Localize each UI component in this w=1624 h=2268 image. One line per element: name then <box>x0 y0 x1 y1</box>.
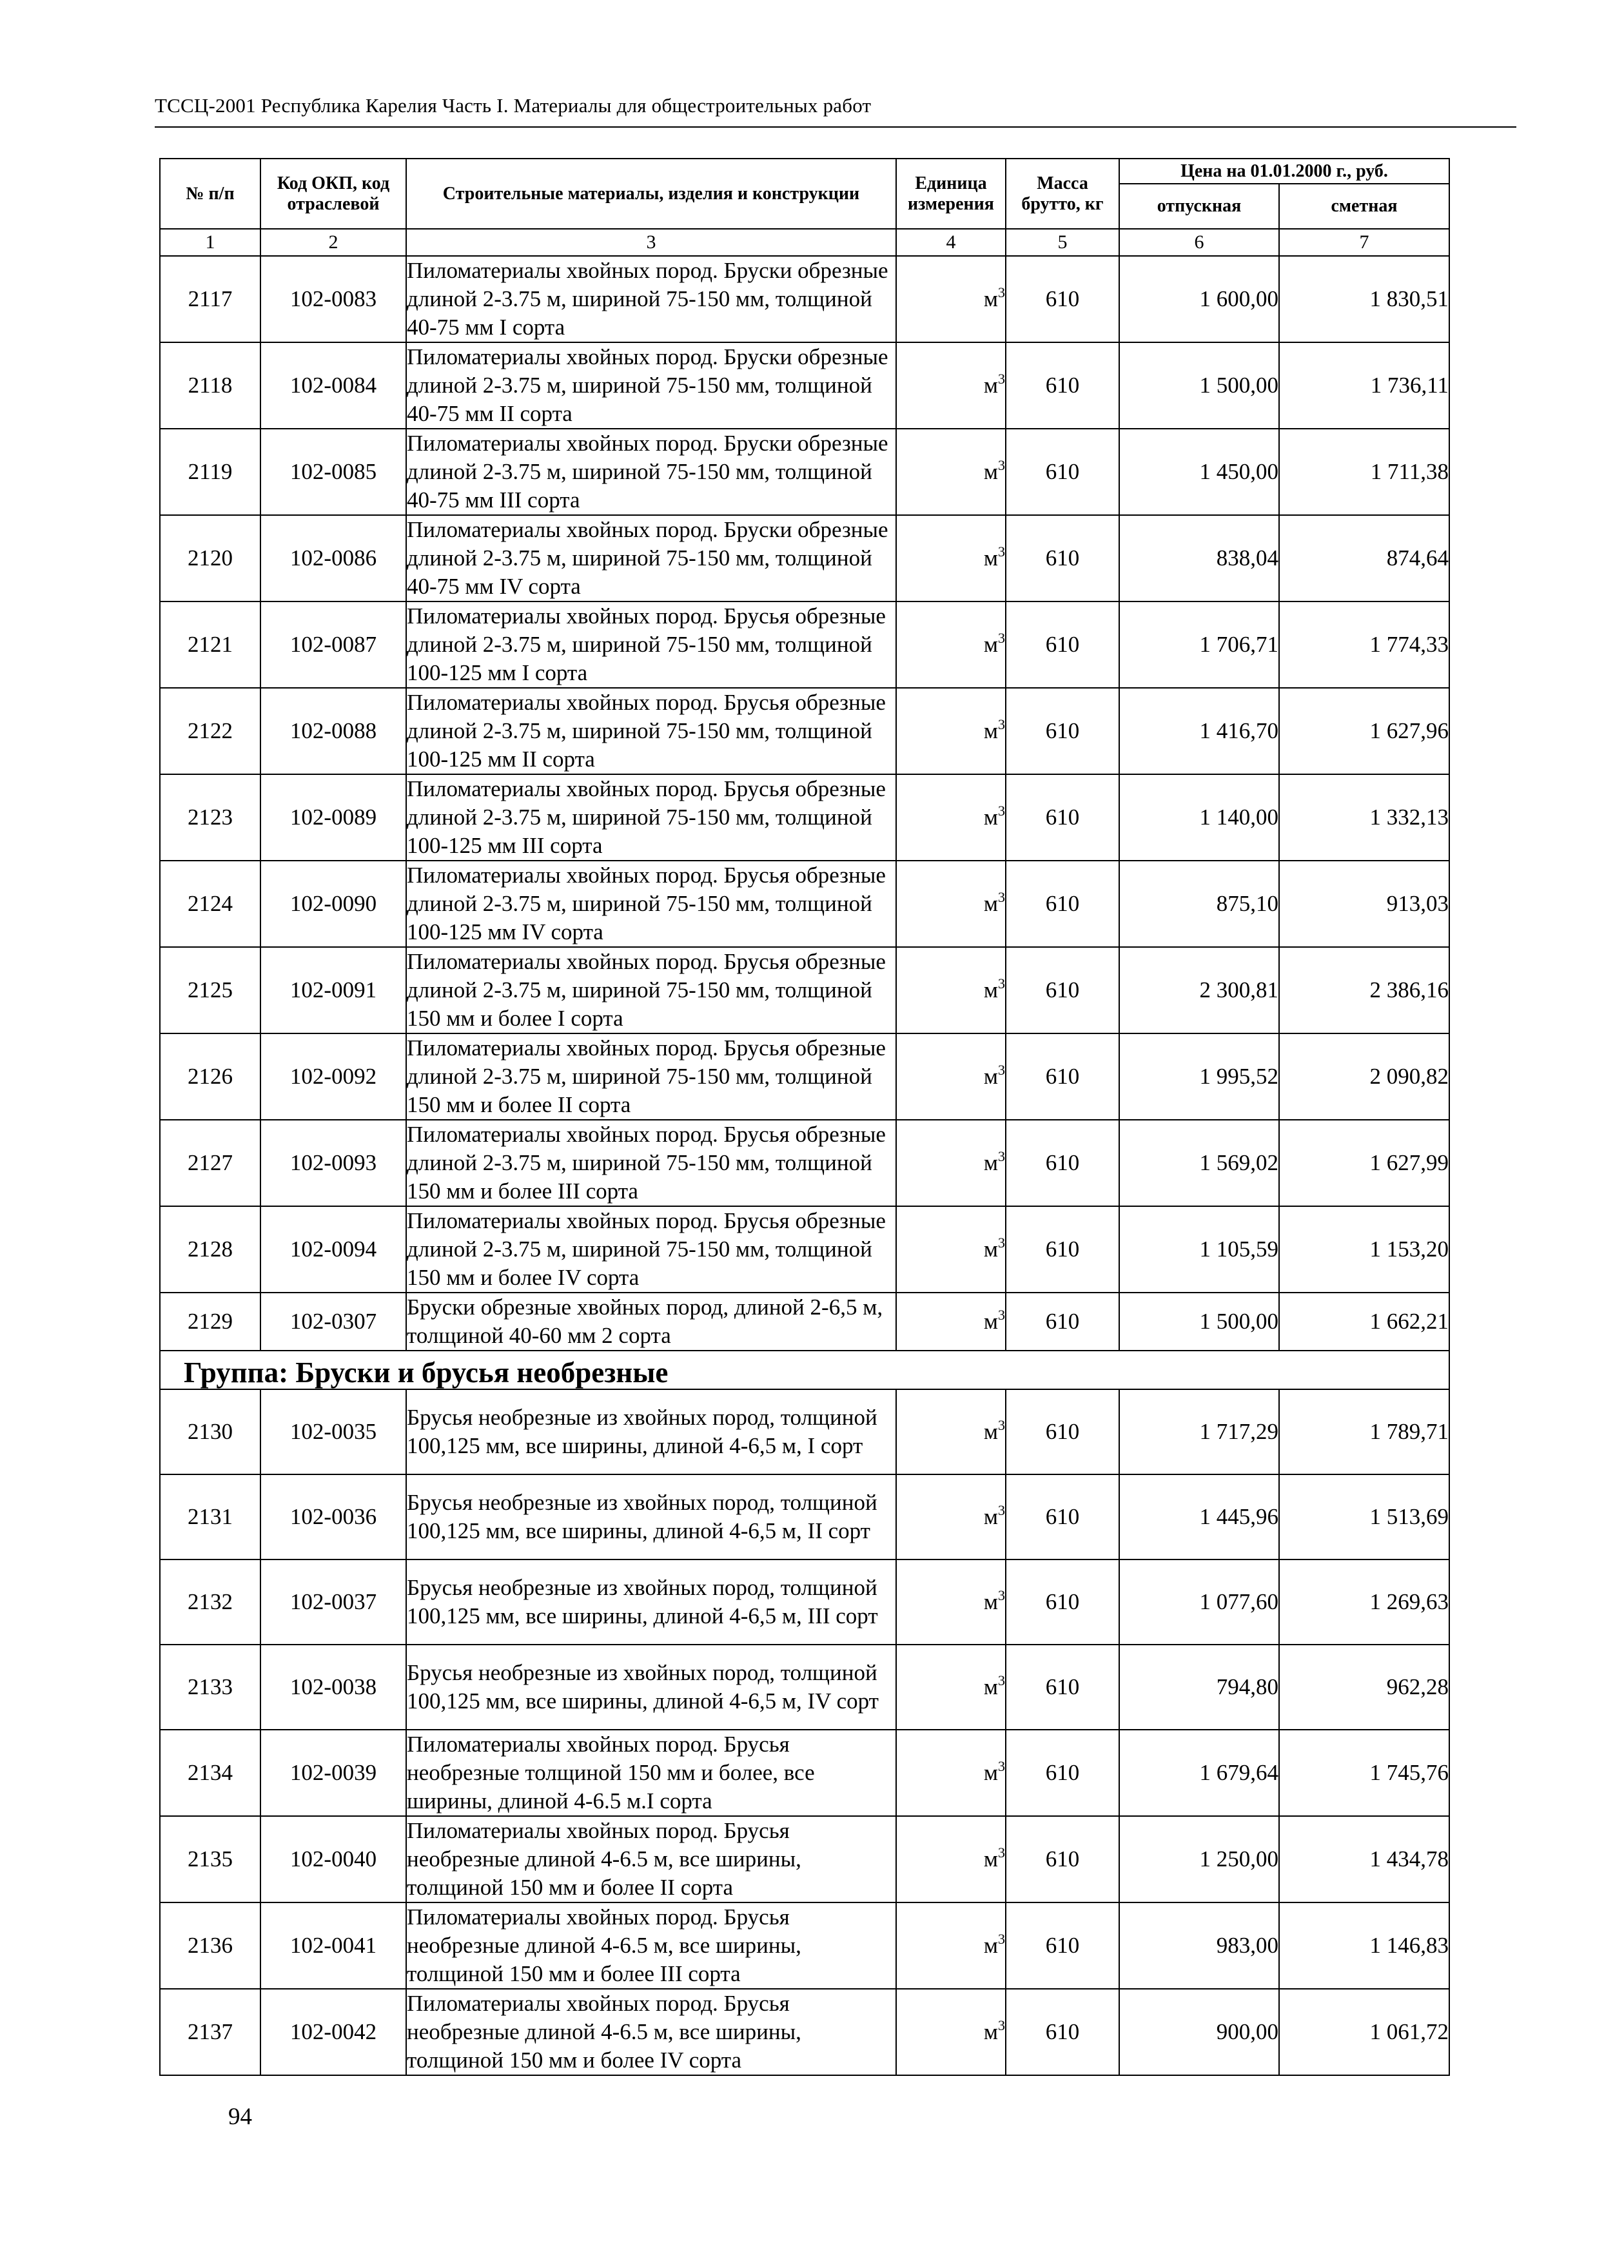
material-description: Брусья необрезные из хвойных пород, толщиной 100,125 мм, все ширины, длиной 4-6,5 м, I сорт <box>406 1389 896 1474</box>
gross-mass: 610 <box>1006 429 1119 515</box>
unit-power: 3 <box>998 1502 1005 1518</box>
unit-of-measure <box>896 688 1006 774</box>
unit-of-measure <box>896 601 1006 688</box>
table-row <box>160 429 1449 515</box>
estimate-price: 2 090,82 <box>1279 1033 1449 1120</box>
okp-code: 102-0094 <box>260 1206 406 1293</box>
okp-code: 102-0307 <box>260 1293 406 1351</box>
gross-mass: 610 <box>1006 688 1119 774</box>
okp-code: 102-0083 <box>260 256 406 342</box>
unit-power: 3 <box>998 2017 1005 2033</box>
estimate-price: 1 745,76 <box>1279 1730 1449 1816</box>
release-price: 1 600,00 <box>1119 256 1279 342</box>
column-number: 5 <box>1006 229 1119 256</box>
table-row <box>160 256 1449 342</box>
group-title: Группа: Бруски и брусья необрезные <box>160 1351 1449 1389</box>
material-description: Пиломатериалы хвойных пород. Брусья необрезные толщиной 150 мм и более, все ширины, длиной 4-6.5 м.I сорта <box>406 1730 896 1816</box>
unit-of-measure <box>896 342 1006 429</box>
table-row <box>160 1120 1449 1206</box>
row-number: 2135 <box>160 1816 260 1902</box>
header-price-estimate: сметная <box>1279 184 1449 229</box>
estimate-price: 1 146,83 <box>1279 1902 1449 1989</box>
gross-mass: 610 <box>1006 1559 1119 1645</box>
unit-base: м <box>983 459 998 484</box>
okp-code: 102-0037 <box>260 1559 406 1645</box>
okp-code: 102-0084 <box>260 342 406 429</box>
unit-base: м <box>983 718 998 743</box>
gross-mass: 610 <box>1006 342 1119 429</box>
column-number: 4 <box>896 229 1006 256</box>
material-description: Пиломатериалы хвойных пород. Брусья необрезные длиной 4-6.5 м, все ширины, толщиной 150 мм и более III сорта <box>406 1902 896 1989</box>
row-number: 2128 <box>160 1206 260 1293</box>
column-number: 2 <box>260 229 406 256</box>
unit-base: м <box>983 1674 998 1699</box>
material-description: Пиломатериалы хвойных пород. Брусья необрезные длиной 4-6.5 м, все ширины, толщиной 150 мм и более II сорта <box>406 1816 896 1902</box>
table-row <box>160 1559 1449 1645</box>
estimate-price: 1 830,51 <box>1279 256 1449 342</box>
gross-mass: 610 <box>1006 256 1119 342</box>
unit-of-measure <box>896 1730 1006 1816</box>
table-row <box>160 1989 1449 2075</box>
unit-of-measure <box>896 429 1006 515</box>
unit-of-measure <box>896 1033 1006 1120</box>
material-description: Брусья необрезные из хвойных пород, толщиной 100,125 мм, все ширины, длиной 4-6,5 м, IV сорт <box>406 1645 896 1730</box>
unit-power: 3 <box>998 457 1005 473</box>
estimate-price: 1 627,99 <box>1279 1120 1449 1206</box>
material-description: Пиломатериалы хвойных пород. Брусья обрезные длиной 2-3.75 м, шириной 75-150 мм, толщиной 100-125 мм I сорта <box>406 601 896 688</box>
okp-code: 102-0090 <box>260 861 406 947</box>
unit-base: м <box>983 977 998 1002</box>
table-row <box>160 1474 1449 1559</box>
material-description: Пиломатериалы хвойных пород. Брусья обрезные длиной 2-3.75 м, шириной 75-150 мм, толщиной 150 мм и более I сорта <box>406 947 896 1033</box>
estimate-price: 1 789,71 <box>1279 1389 1449 1474</box>
unit-power: 3 <box>998 1062 1005 1078</box>
unit-power: 3 <box>998 1672 1005 1688</box>
unit-of-measure <box>896 1902 1006 1989</box>
row-number: 2137 <box>160 1989 260 2075</box>
table-row <box>160 1389 1449 1474</box>
row-number: 2123 <box>160 774 260 861</box>
table-row <box>160 947 1449 1033</box>
okp-code: 102-0089 <box>260 774 406 861</box>
unit-of-measure <box>896 515 1006 601</box>
table-row <box>160 1816 1449 1902</box>
unit-power: 3 <box>998 1844 1005 1861</box>
column-numbers-row <box>160 229 1449 256</box>
row-number: 2133 <box>160 1645 260 1730</box>
row-number: 2122 <box>160 688 260 774</box>
okp-code: 102-0092 <box>260 1033 406 1120</box>
unit-power: 3 <box>998 803 1005 819</box>
material-description: Пиломатериалы хвойных пород. Бруски обрезные длиной 2-3.75 м, шириной 75-150 мм, толщиной 40-75 мм III сорта <box>406 429 896 515</box>
unit-power: 3 <box>998 1931 1005 1947</box>
unit-power: 3 <box>998 1417 1005 1433</box>
release-price: 900,00 <box>1119 1989 1279 2075</box>
material-description: Пиломатериалы хвойных пород. Брусья обрезные длиной 2-3.75 м, шириной 75-150 мм, толщиной 100-125 мм III сорта <box>406 774 896 861</box>
material-description: Брусья необрезные из хвойных пород, толщиной 100,125 мм, все ширины, длиной 4-6,5 м, II сорт <box>406 1474 896 1559</box>
release-price: 1 706,71 <box>1119 601 1279 688</box>
release-price: 1 717,29 <box>1119 1389 1279 1474</box>
gross-mass: 610 <box>1006 515 1119 601</box>
estimate-price: 1 774,33 <box>1279 601 1449 688</box>
release-price: 1 500,00 <box>1119 1293 1279 1351</box>
unit-base: м <box>983 1933 998 1958</box>
material-description: Пиломатериалы хвойных пород. Брусья необрезные длиной 4-6.5 м, все ширины, толщиной 150 мм и более IV сорта <box>406 1989 896 2075</box>
column-number: 7 <box>1279 229 1449 256</box>
unit-of-measure <box>896 256 1006 342</box>
release-price: 794,80 <box>1119 1645 1279 1730</box>
unit-base: м <box>983 1760 998 1785</box>
okp-code: 102-0042 <box>260 1989 406 2075</box>
unit-base: м <box>983 1846 998 1872</box>
material-description: Пиломатериалы хвойных пород. Бруски обрезные длиной 2-3.75 м, шириной 75-150 мм, толщиной 40-75 мм IV сорта <box>406 515 896 601</box>
estimate-price: 1 269,63 <box>1279 1559 1449 1645</box>
material-description: Пиломатериалы хвойных пород. Бруски обрезные длиной 2-3.75 м, шириной 75-150 мм, толщиной 40-75 мм II сорта <box>406 342 896 429</box>
materials-table <box>159 158 1450 2076</box>
unit-base: м <box>983 1150 998 1175</box>
unit-base: м <box>983 805 998 830</box>
header-price-release: отпускная <box>1119 184 1279 229</box>
estimate-price: 913,03 <box>1279 861 1449 947</box>
gross-mass: 610 <box>1006 1989 1119 2075</box>
unit-power: 3 <box>998 543 1005 560</box>
header-price-group: Цена на 01.01.2000 г., руб. <box>1119 159 1449 184</box>
release-price: 1 445,96 <box>1119 1474 1279 1559</box>
row-number: 2118 <box>160 342 260 429</box>
okp-code: 102-0086 <box>260 515 406 601</box>
gross-mass: 610 <box>1006 1293 1119 1351</box>
row-number: 2125 <box>160 947 260 1033</box>
row-number: 2134 <box>160 1730 260 1816</box>
gross-mass: 610 <box>1006 1033 1119 1120</box>
unit-of-measure <box>896 947 1006 1033</box>
unit-base: м <box>983 1504 998 1529</box>
estimate-price: 1 711,38 <box>1279 429 1449 515</box>
okp-code: 102-0088 <box>260 688 406 774</box>
release-price: 1 679,64 <box>1119 1730 1279 1816</box>
running-header: ТССЦ-2001 Республика Карелия Часть I. Материалы для общестроительных работ <box>155 94 872 117</box>
gross-mass: 610 <box>1006 947 1119 1033</box>
unit-power: 3 <box>998 630 1005 646</box>
okp-code: 102-0093 <box>260 1120 406 1206</box>
header-mass: Масса брутто, кг <box>1006 159 1119 229</box>
release-price: 1 450,00 <box>1119 429 1279 515</box>
unit-power: 3 <box>998 975 1005 992</box>
unit-power: 3 <box>998 1758 1005 1774</box>
row-number: 2120 <box>160 515 260 601</box>
table-row <box>160 342 1449 429</box>
unit-of-measure <box>896 1474 1006 1559</box>
table-row <box>160 861 1449 947</box>
row-number: 2136 <box>160 1902 260 1989</box>
release-price: 1 250,00 <box>1119 1816 1279 1902</box>
gross-mass: 610 <box>1006 774 1119 861</box>
gross-mass: 610 <box>1006 1474 1119 1559</box>
okp-code: 102-0087 <box>260 601 406 688</box>
header-rule <box>155 126 1516 128</box>
unit-power: 3 <box>998 1235 1005 1251</box>
release-price: 1 105,59 <box>1119 1206 1279 1293</box>
row-number: 2126 <box>160 1033 260 1120</box>
group-heading-row <box>160 1351 1449 1389</box>
table-row <box>160 1206 1449 1293</box>
unit-power: 3 <box>998 1587 1005 1603</box>
unit-base: м <box>983 1589 998 1614</box>
estimate-price: 2 386,16 <box>1279 947 1449 1033</box>
okp-code: 102-0091 <box>260 947 406 1033</box>
okp-code: 102-0036 <box>260 1474 406 1559</box>
estimate-price: 1 662,21 <box>1279 1293 1449 1351</box>
release-price: 1 569,02 <box>1119 1120 1279 1206</box>
gross-mass: 610 <box>1006 1389 1119 1474</box>
table-row <box>160 1730 1449 1816</box>
material-description: Пиломатериалы хвойных пород. Брусья обрезные длиной 2-3.75 м, шириной 75-150 мм, толщиной 100-125 мм IV сорта <box>406 861 896 947</box>
column-number: 6 <box>1119 229 1279 256</box>
row-number: 2132 <box>160 1559 260 1645</box>
unit-power: 3 <box>998 716 1005 732</box>
gross-mass: 610 <box>1006 1120 1119 1206</box>
column-number: 1 <box>160 229 260 256</box>
unit-of-measure <box>896 1559 1006 1645</box>
unit-base: м <box>983 632 998 657</box>
unit-base: м <box>983 1419 998 1444</box>
row-number: 2129 <box>160 1293 260 1351</box>
row-number: 2119 <box>160 429 260 515</box>
unit-of-measure <box>896 1989 1006 2075</box>
unit-of-measure <box>896 1389 1006 1474</box>
material-description: Брусья необрезные из хвойных пород, толщиной 100,125 мм, все ширины, длиной 4-6,5 м, III сорт <box>406 1559 896 1645</box>
unit-base: м <box>983 1237 998 1262</box>
gross-mass: 610 <box>1006 601 1119 688</box>
okp-code: 102-0041 <box>260 1902 406 1989</box>
unit-power: 3 <box>998 889 1005 905</box>
estimate-price: 1 627,96 <box>1279 688 1449 774</box>
gross-mass: 610 <box>1006 1730 1119 1816</box>
header-name: Строительные материалы, изделия и конструкции <box>406 159 896 229</box>
release-price: 875,10 <box>1119 861 1279 947</box>
unit-power: 3 <box>998 371 1005 387</box>
unit-base: м <box>983 2019 998 2044</box>
estimate-price: 874,64 <box>1279 515 1449 601</box>
material-description: Пиломатериалы хвойных пород. Брусья обрезные длиной 2-3.75 м, шириной 75-150 мм, толщиной 150 мм и более II сорта <box>406 1033 896 1120</box>
unit-of-measure <box>896 1293 1006 1351</box>
row-number: 2117 <box>160 256 260 342</box>
release-price: 983,00 <box>1119 1902 1279 1989</box>
release-price: 1 995,52 <box>1119 1033 1279 1120</box>
unit-base: м <box>983 373 998 398</box>
release-price: 1 140,00 <box>1119 774 1279 861</box>
unit-of-measure <box>896 861 1006 947</box>
row-number: 2131 <box>160 1474 260 1559</box>
header-code: Код ОКП, код отраслевой <box>260 159 406 229</box>
material-description: Пиломатериалы хвойных пород. Брусья обрезные длиной 2-3.75 м, шириной 75-150 мм, толщиной 150 мм и более III сорта <box>406 1120 896 1206</box>
estimate-price: 1 434,78 <box>1279 1816 1449 1902</box>
unit-power: 3 <box>998 284 1005 300</box>
release-price: 2 300,81 <box>1119 947 1279 1033</box>
gross-mass: 610 <box>1006 1206 1119 1293</box>
row-number: 2124 <box>160 861 260 947</box>
unit-base: м <box>983 891 998 916</box>
material-description: Пиломатериалы хвойных пород. Бруски обрезные длиной 2-3.75 м, шириной 75-150 мм, толщиной 40-75 мм I сорта <box>406 256 896 342</box>
release-price: 838,04 <box>1119 515 1279 601</box>
estimate-price: 1 061,72 <box>1279 1989 1449 2075</box>
gross-mass: 610 <box>1006 861 1119 947</box>
unit-of-measure <box>896 1120 1006 1206</box>
table-row <box>160 1033 1449 1120</box>
okp-code: 102-0039 <box>260 1730 406 1816</box>
table-row <box>160 774 1449 861</box>
estimate-price: 1 153,20 <box>1279 1206 1449 1293</box>
table-row <box>160 1902 1449 1989</box>
gross-mass: 610 <box>1006 1645 1119 1730</box>
header-unit: Единица измерения <box>896 159 1006 229</box>
okp-code: 102-0038 <box>260 1645 406 1730</box>
okp-code: 102-0035 <box>260 1389 406 1474</box>
material-description: Бруски обрезные хвойных пород, длиной 2-6,5 м, толщиной 40-60 мм 2 сорта <box>406 1293 896 1351</box>
page-number: 94 <box>228 2104 252 2130</box>
material-description: Пиломатериалы хвойных пород. Брусья обрезные длиной 2-3.75 м, шириной 75-150 мм, толщиной 150 мм и более IV сорта <box>406 1206 896 1293</box>
release-price: 1 416,70 <box>1119 688 1279 774</box>
release-price: 1 500,00 <box>1119 342 1279 429</box>
okp-code: 102-0040 <box>260 1816 406 1902</box>
table-body <box>160 256 1449 2075</box>
release-price: 1 077,60 <box>1119 1559 1279 1645</box>
gross-mass: 610 <box>1006 1902 1119 1989</box>
table-row <box>160 688 1449 774</box>
header-num: № п/п <box>160 159 260 229</box>
row-number: 2127 <box>160 1120 260 1206</box>
unit-of-measure <box>896 1645 1006 1730</box>
estimate-price: 1 736,11 <box>1279 342 1449 429</box>
column-number: 3 <box>406 229 896 256</box>
table-row <box>160 601 1449 688</box>
unit-of-measure <box>896 1816 1006 1902</box>
unit-base: м <box>983 286 998 311</box>
estimate-price: 1 332,13 <box>1279 774 1449 861</box>
unit-of-measure <box>896 1206 1006 1293</box>
material-description: Пиломатериалы хвойных пород. Брусья обрезные длиной 2-3.75 м, шириной 75-150 мм, толщиной 100-125 мм II сорта <box>406 688 896 774</box>
estimate-price: 962,28 <box>1279 1645 1449 1730</box>
table-row <box>160 1645 1449 1730</box>
table-row <box>160 515 1449 601</box>
okp-code: 102-0085 <box>260 429 406 515</box>
unit-base: м <box>983 1309 998 1334</box>
table-row <box>160 1293 1449 1351</box>
unit-of-measure <box>896 774 1006 861</box>
unit-base: м <box>983 545 998 571</box>
unit-base: м <box>983 1064 998 1089</box>
unit-power: 3 <box>998 1148 1005 1164</box>
unit-power: 3 <box>998 1307 1005 1323</box>
row-number: 2130 <box>160 1389 260 1474</box>
gross-mass: 610 <box>1006 1816 1119 1902</box>
estimate-price: 1 513,69 <box>1279 1474 1449 1559</box>
row-number: 2121 <box>160 601 260 688</box>
